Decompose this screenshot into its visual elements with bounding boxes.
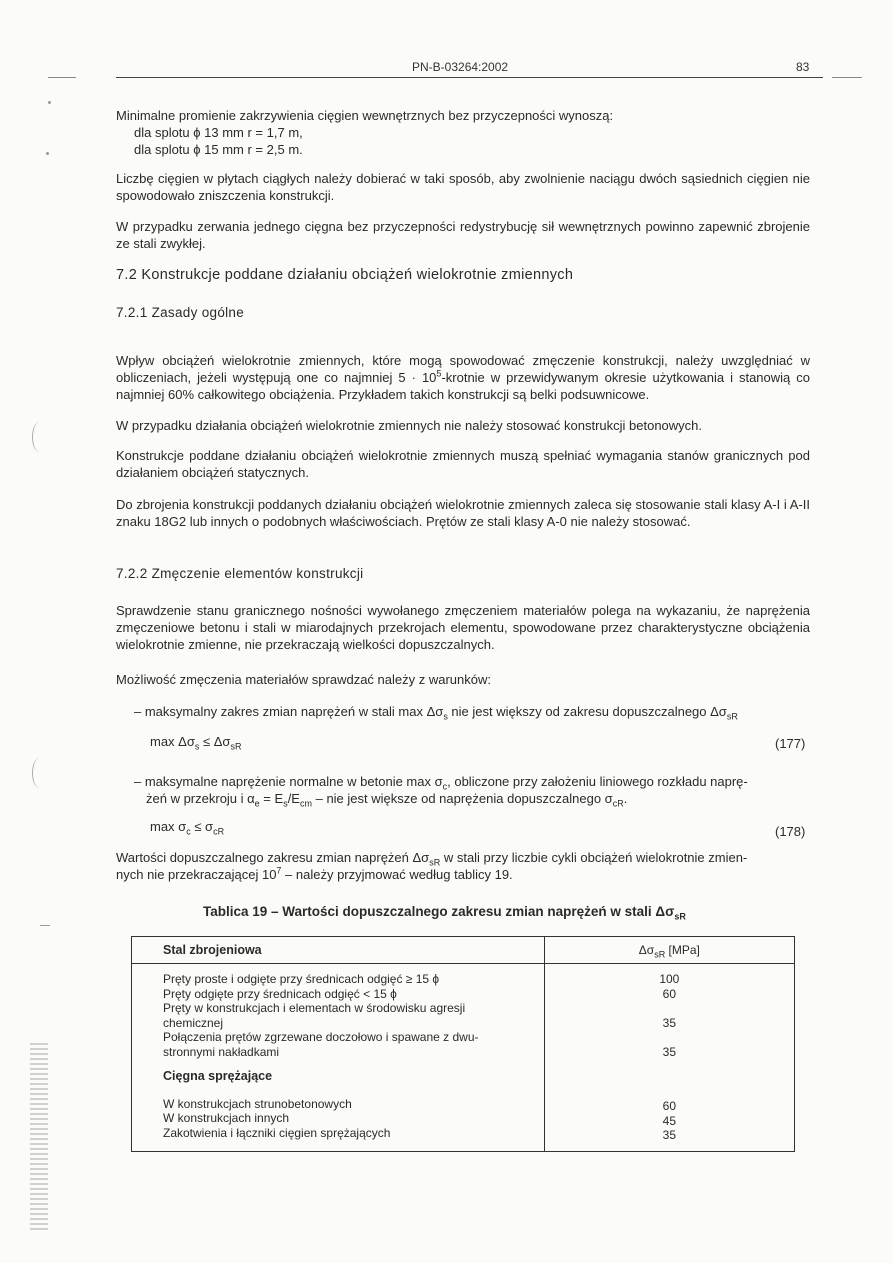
values-table: [131, 936, 795, 1152]
table-header-row: [132, 937, 795, 964]
scan-speck: [46, 152, 49, 155]
table-group-title: Cięgna sprężające: [163, 1069, 273, 1083]
scan-mark: [48, 77, 76, 78]
paragraph: Liczbę cięgien w płytach ciągłych należy dobierać w taki sposób, aby zwolnienie naciągu dwóch sąsiednich cięgien nie spowodowało zniszczenia konstrukcji.: [116, 171, 810, 203]
condition-1: – maksymalny zakres zmian naprężeń w stali $\max \Delta\sigma_s$ nie jest większy od zakresu dopuszczalnego $\Delta\sigma_{sR}$: [134, 704, 738, 722]
paragraph: nych nie przekraczającej $10^7$ – należy przyjmować według tablicy 19.: [116, 865, 513, 882]
paragraph: Wartości dopuszczalnego zakresu zmian naprężeń $\Delta\sigma_{sR}$ w stali przy liczbie cykli obciążeń wielokrotnie zmien-: [116, 850, 748, 868]
scan-speck: [48, 101, 51, 104]
condition-2-cont: żeń w przekroju i $\alpha_e = E_s/E_{cm}$ – nie jest większe od naprężenia dopuszczalnego $\sigma_{cR}$.: [146, 791, 628, 809]
table-value: 100: [659, 972, 680, 986]
paragraph: Do zbrojenia konstrukcji poddanych działaniu obciążeń wielokrotnie zmiennych zaleca się stosowanie stali klasy A-I i A-II znaku 18G2 lub innych o podobnych właściwościach. Prętów ze stali klasy A-0 nie należy stosować.: [116, 497, 810, 529]
equation-177: $\max \Delta\sigma_s \le \Delta\sigma_{sR}$: [150, 734, 242, 752]
scan-mark: [832, 77, 862, 78]
table-value: 45: [662, 1113, 677, 1128]
table-value: 35: [662, 1128, 677, 1142]
table-caption: Tablica 19 – Wartości dopuszczalnego zakresu zmian naprężeń w stali $\Delta\sigma_{sR}$: [203, 904, 686, 922]
scan-mark: [40, 925, 50, 926]
paragraph: Konstrukcje poddane działaniu obciążeń wielokrotnie zmiennych muszą spełniać wymagania stanów granicznych pod działaniem obciążeń statycznych.: [116, 448, 810, 480]
equation-number: (177): [775, 736, 806, 751]
standard-code: PN-B-03264:2002: [412, 60, 509, 74]
table-header-left: Stal zbrojeniowa: [132, 937, 545, 964]
table-row-label: Pręty odgięte przy średnicach odgięć < 15 ϕ: [163, 986, 397, 1001]
intro-item: dla splotu ϕ 15 mm r = 2,5 m.: [134, 142, 303, 157]
scan-mark: [32, 758, 47, 788]
table-row-label: stronnymi nakładkami: [163, 1044, 280, 1059]
paragraph: Możliwość zmęczenia materiałów sprawdzać należy z warunków:: [116, 672, 491, 687]
header-rule: [116, 77, 823, 78]
table-row-label: Pręty w konstrukcjach i elementach w środowisku agresji: [163, 1001, 466, 1015]
intro-line: Minimalne promienie zakrzywienia cięgien wewnętrznych bez przyczepności wynoszą:: [116, 108, 614, 123]
table-value: 35: [662, 1044, 677, 1059]
table-value: 60: [662, 986, 677, 1001]
table-row-label: W konstrukcjach innych: [163, 1111, 290, 1125]
paragraph: W przypadku działania obciążeń wielokrotnie zmiennych nie należy stosować konstrukcji betonowych.: [116, 418, 703, 433]
condition-2: – maksymalne naprężenie normalne w betonie $\max \sigma_c$, obliczone przy założeniu liniowego rozkładu naprę-: [134, 774, 748, 792]
scan-noise: [30, 1040, 48, 1230]
subsection-heading: 7.2.2 Zmęczenie elementów konstrukcji: [116, 566, 364, 581]
table-row-label: W konstrukcjach strunobetonowych: [163, 1096, 352, 1111]
table-row-label: Zakotwienia i łączniki cięgien sprężających: [163, 1125, 391, 1140]
table-header-right: $\Delta\sigma_{sR}$ [MPa]: [544, 937, 794, 964]
subsection-heading: 7.2.1 Zasady ogólne: [116, 305, 245, 320]
table-row-label: Połączenia prętów zgrzewane doczołowo i spawane z dwu-: [163, 1030, 479, 1044]
equation-number: (178): [775, 824, 806, 839]
paragraph: Sprawdzenie stanu granicznego nośności wywołanego zmęczeniem materiałów polega na wykazaniu, że naprężenia zmęczeniowe betonu i stali w miarodajnych przekrojach elementu, spowodowane przez charakterystyczne obciążenia wielokrotnie zmienne, nie przekraczają wielkości dopuszczalnych.: [116, 603, 810, 652]
equation-178: $\max \sigma_c \le \sigma_{cR}$: [150, 819, 225, 837]
table-row-label: Pręty proste i odgięte przy średnicach odgięć ≥ 15 ϕ: [163, 972, 440, 986]
table-value: 60: [662, 1099, 677, 1113]
table-body-row: [132, 964, 795, 1152]
scan-mark: [32, 422, 47, 452]
table-body-left: [132, 964, 545, 1152]
paragraph: Wpływ obciążeń wielokrotnie zmiennych, które mogą spowodować zmęczenie konstrukcji, należy uwzględniać w obliczeniach, jeżeli występują one co najmniej $5 \cdot 10^5$-krotnie w przewidywanym okresie użytkowania i stanowią co najmniej 60% całkowitego obciążenia. Przykładem takich konstrukcji są belki podsuwnicowe.: [116, 353, 810, 402]
section-heading: 7.2 Konstrukcje poddane działaniu obciążeń wielokrotnie zmiennych: [116, 267, 574, 283]
table-row-label: chemicznej: [163, 1015, 224, 1030]
paragraph: W przypadku zerwania jednego cięgna bez przyczepności redystrybucję sił wewnętrznych powinno zapewnić zbrojenie ze stali zwykłej.: [116, 219, 810, 251]
table-value: 35: [662, 1015, 677, 1030]
table-body-right: [544, 964, 794, 1152]
page-number: 83: [796, 60, 810, 74]
intro-item: dla splotu ϕ 13 mm r = 1,7 m,: [134, 125, 303, 140]
